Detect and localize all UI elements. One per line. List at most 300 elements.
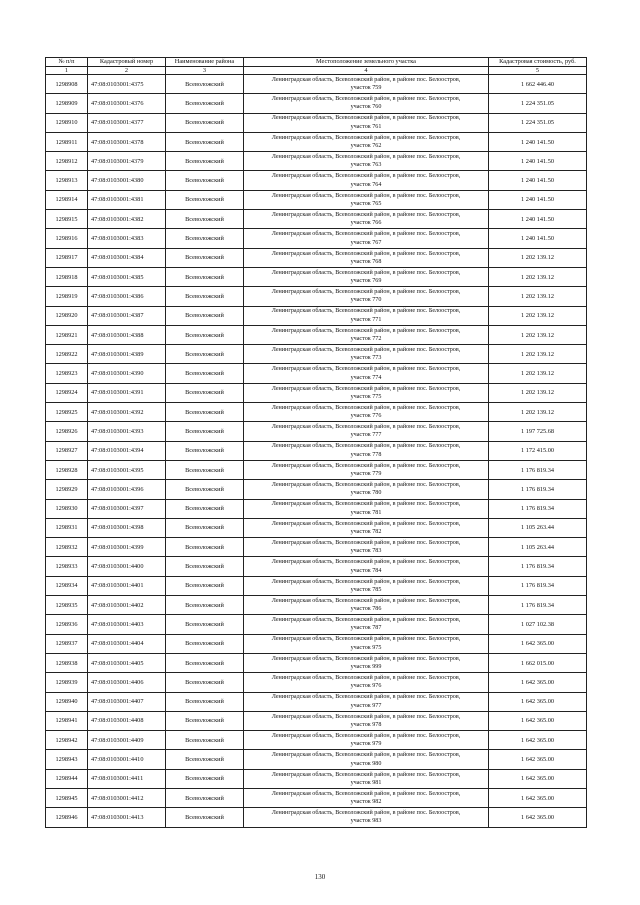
location-address: Ленинградская область, Всеволожский район, в районе пос. Белоостров, — [271, 501, 461, 508]
cadastral-number: 47:08:0103001:4377 — [88, 113, 166, 132]
district-name: Всеволожский — [166, 731, 244, 750]
row-number: 1298928 — [46, 460, 88, 479]
cadastral-value: 1 642 365.00 — [489, 711, 587, 730]
cadastral-number: 47:08:0103001:4381 — [88, 190, 166, 209]
location-cell — [244, 190, 489, 209]
location-plot: участок 780 — [350, 490, 382, 497]
table-row — [46, 325, 587, 344]
location-cell — [244, 499, 489, 518]
table-row — [46, 345, 587, 364]
cadastral-value: 1 240 141.50 — [489, 190, 587, 209]
row-number: 1298913 — [46, 171, 88, 190]
district-name: Всеволожский — [166, 518, 244, 537]
location-address: Ленинградская область, Всеволожский район, в районе пос. Белоостров, — [271, 597, 461, 604]
location-address: Ленинградская область, Всеволожский район, в районе пос. Белоостров, — [271, 385, 461, 392]
table-row — [46, 383, 587, 402]
location-address: Ленинградская область, Всеволожский район, в районе пос. Белоостров, — [271, 289, 461, 296]
district-name: Всеволожский — [166, 113, 244, 132]
table-row — [46, 615, 587, 634]
table-row — [46, 171, 587, 190]
column-number-row — [46, 66, 587, 75]
cadastral-value: 1 224 351.05 — [489, 94, 587, 113]
location-cell — [244, 132, 489, 151]
cadastral-value: 1 202 139.12 — [489, 403, 587, 422]
cadastral-value: 1 240 141.50 — [489, 132, 587, 151]
location-cell — [244, 422, 489, 441]
table-row — [46, 634, 587, 653]
location-address: Ленинградская область, Всеволожский район, в районе пос. Белоостров, — [271, 308, 461, 315]
cadastral-value: 1 176 819.34 — [489, 557, 587, 576]
row-number: 1298911 — [46, 132, 88, 151]
district-name: Всеволожский — [166, 557, 244, 576]
table-row — [46, 596, 587, 615]
district-name: Всеволожский — [166, 75, 244, 94]
cadastral-value: 1 642 365.00 — [489, 750, 587, 769]
cadastral-number: 47:08:0103001:4394 — [88, 441, 166, 460]
district-name: Всеволожский — [166, 480, 244, 499]
row-number: 1298908 — [46, 75, 88, 94]
location-cell — [244, 229, 489, 248]
location-address: Ленинградская область, Всеволожский район, в районе пос. Белоостров, — [271, 192, 461, 199]
table-row — [46, 692, 587, 711]
table-row — [46, 94, 587, 113]
cadastral-number: 47:08:0103001:4378 — [88, 132, 166, 151]
cadastral-number: 47:08:0103001:4382 — [88, 210, 166, 229]
cadastral-value: 1 202 139.12 — [489, 383, 587, 402]
location-plot: участок 774 — [350, 374, 382, 381]
location-cell — [244, 711, 489, 730]
location-plot: участок 981 — [350, 779, 382, 786]
row-number: 1298914 — [46, 190, 88, 209]
cadastral-value: 1 202 139.12 — [489, 306, 587, 325]
row-number: 1298942 — [46, 731, 88, 750]
cadastral-value: 1 240 141.50 — [489, 229, 587, 248]
cadastral-number: 47:08:0103001:4405 — [88, 653, 166, 672]
location-cell — [244, 750, 489, 769]
table-row — [46, 788, 587, 807]
location-plot: участок 782 — [350, 528, 382, 535]
cadastral-value: 1 176 819.34 — [489, 460, 587, 479]
location-address: Ленинградская область, Всеволожский район, в районе пос. Белоостров, — [271, 424, 461, 431]
location-address: Ленинградская область, Всеволожский район, в районе пос. Белоостров, — [271, 539, 461, 546]
location-cell — [244, 615, 489, 634]
district-name: Всеволожский — [166, 364, 244, 383]
location-plot: участок 779 — [350, 471, 382, 478]
cadastral-number: 47:08:0103001:4397 — [88, 499, 166, 518]
district-name: Всеволожский — [166, 750, 244, 769]
district-name: Всеволожский — [166, 345, 244, 364]
location-cell — [244, 576, 489, 595]
location-address: Ленинградская область, Всеволожский район, в районе пос. Белоостров, — [271, 790, 461, 797]
row-number: 1298937 — [46, 634, 88, 653]
row-number: 1298933 — [46, 557, 88, 576]
location-cell — [244, 383, 489, 402]
location-cell — [244, 441, 489, 460]
location-cell — [244, 788, 489, 807]
location-plot: участок 759 — [350, 85, 382, 92]
row-number: 1298946 — [46, 808, 88, 827]
location-plot: участок 983 — [350, 818, 382, 825]
cadastral-number: 47:08:0103001:4404 — [88, 634, 166, 653]
location-plot: участок 763 — [350, 162, 382, 169]
location-cell — [244, 94, 489, 113]
location-cell — [244, 267, 489, 286]
district-name: Всеволожский — [166, 538, 244, 557]
location-plot: участок 767 — [350, 239, 382, 246]
district-name: Всеволожский — [166, 210, 244, 229]
cadastral-value: 1 202 139.12 — [489, 345, 587, 364]
location-cell — [244, 171, 489, 190]
cadastral-value: 1 662 015.00 — [489, 653, 587, 672]
row-number: 1298945 — [46, 788, 88, 807]
location-plot: участок 786 — [350, 606, 382, 613]
location-address: Ленинградская область, Всеволожский район, в районе пос. Белоостров, — [271, 250, 461, 257]
cadastral-value: 1 642 365.00 — [489, 731, 587, 750]
district-name: Всеволожский — [166, 615, 244, 634]
table-row — [46, 287, 587, 306]
cadastral-number: 47:08:0103001:4383 — [88, 229, 166, 248]
row-number: 1298909 — [46, 94, 88, 113]
location-address: Ленинградская область, Всеволожский район, в районе пос. Белоостров, — [271, 231, 461, 238]
location-plot: участок 978 — [350, 721, 382, 728]
location-address: Ленинградская область, Всеволожский район, в районе пос. Белоостров, — [271, 636, 461, 643]
cadastral-value: 1 176 819.34 — [489, 576, 587, 595]
location-cell — [244, 248, 489, 267]
location-plot: участок 783 — [350, 548, 382, 555]
location-cell — [244, 538, 489, 557]
page-number: 130 — [314, 873, 326, 881]
table-row — [46, 480, 587, 499]
cadastral-number: 47:08:0103001:4411 — [88, 769, 166, 788]
cadastral-value: 1 202 139.12 — [489, 287, 587, 306]
table-row — [46, 152, 587, 171]
table-body — [46, 75, 587, 828]
location-address: Ленинградская область, Всеволожский район, в районе пос. Белоостров, — [271, 713, 461, 720]
row-number: 1298918 — [46, 267, 88, 286]
cadastral-value: 1 197 725.68 — [489, 422, 587, 441]
location-address: Ленинградская область, Всеволожский район, в районе пос. Белоостров, — [271, 115, 461, 122]
location-address: Ленинградская область, Всеволожский район, в районе пос. Белоостров, — [271, 96, 461, 103]
district-name: Всеволожский — [166, 171, 244, 190]
row-number: 1298927 — [46, 441, 88, 460]
row-number: 1298920 — [46, 306, 88, 325]
cadastral-number: 47:08:0103001:4385 — [88, 267, 166, 286]
district-name: Всеволожский — [166, 596, 244, 615]
location-plot: участок 976 — [350, 683, 382, 690]
cadastral-value: 1 105 263.44 — [489, 538, 587, 557]
header-district: Наименование района — [166, 58, 244, 67]
location-address: Ленинградская область, Всеволожский район, в районе пос. Белоостров, — [271, 404, 461, 411]
row-number: 1298938 — [46, 653, 88, 672]
cadastral-value: 1 105 263.44 — [489, 518, 587, 537]
cadastral-value: 1 642 365.00 — [489, 769, 587, 788]
row-number: 1298916 — [46, 229, 88, 248]
location-plot: участок 770 — [350, 297, 382, 304]
cadastral-number: 47:08:0103001:4380 — [88, 171, 166, 190]
location-cell — [244, 345, 489, 364]
location-plot: участок 982 — [350, 799, 382, 806]
table-row — [46, 808, 587, 827]
location-plot: участок 776 — [350, 413, 382, 420]
table-row — [46, 75, 587, 94]
location-cell — [244, 113, 489, 132]
location-plot: участок 785 — [350, 586, 382, 593]
district-name: Всеволожский — [166, 499, 244, 518]
row-number: 1298915 — [46, 210, 88, 229]
cadastral-value: 1 240 141.50 — [489, 171, 587, 190]
location-plot: участок 781 — [350, 509, 382, 516]
location-address: Ленинградская область, Всеволожский район, в районе пос. Белоостров, — [271, 154, 461, 161]
table-row — [46, 267, 587, 286]
location-cell — [244, 287, 489, 306]
table-row — [46, 113, 587, 132]
table-row — [46, 653, 587, 672]
location-address: Ленинградская область, Всеволожский район, в районе пос. Белоостров, — [271, 173, 461, 180]
cadastral-number: 47:08:0103001:4391 — [88, 383, 166, 402]
table-row — [46, 518, 587, 537]
district-name: Всеволожский — [166, 403, 244, 422]
table-row — [46, 538, 587, 557]
cadastral-value: 1 642 365.00 — [489, 673, 587, 692]
district-name: Всеволожский — [166, 248, 244, 267]
location-plot: участок 787 — [350, 625, 382, 632]
location-cell — [244, 692, 489, 711]
header-num: № п/п — [46, 58, 88, 67]
location-cell — [244, 673, 489, 692]
cadastral-number: 47:08:0103001:4412 — [88, 788, 166, 807]
column-number: 1 — [46, 66, 88, 75]
cadastral-number: 47:08:0103001:4403 — [88, 615, 166, 634]
location-cell — [244, 596, 489, 615]
table-row — [46, 210, 587, 229]
row-number: 1298921 — [46, 325, 88, 344]
cadastral-value: 1 662 446.40 — [489, 75, 587, 94]
location-address: Ленинградская область, Всеволожский район, в районе пос. Белоостров, — [271, 732, 461, 739]
location-plot: участок 784 — [350, 567, 382, 574]
cadastral-number: 47:08:0103001:4376 — [88, 94, 166, 113]
district-name: Всеволожский — [166, 94, 244, 113]
location-cell — [244, 731, 489, 750]
district-name: Всеволожский — [166, 383, 244, 402]
table-row — [46, 422, 587, 441]
column-number: 5 — [489, 66, 587, 75]
row-number: 1298929 — [46, 480, 88, 499]
district-name: Всеволожский — [166, 576, 244, 595]
row-number: 1298922 — [46, 345, 88, 364]
header-location: Местоположение земельного участка — [244, 58, 489, 67]
cadastral-number: 47:08:0103001:4388 — [88, 325, 166, 344]
row-number: 1298925 — [46, 403, 88, 422]
cadastral-number: 47:08:0103001:4387 — [88, 306, 166, 325]
cadastral-value: 1 176 819.34 — [489, 480, 587, 499]
cadastral-value: 1 176 819.34 — [489, 499, 587, 518]
cadastral-value: 1 224 351.05 — [489, 113, 587, 132]
column-number: 4 — [244, 66, 489, 75]
location-address: Ленинградская область, Всеволожский район, в районе пос. Белоостров, — [271, 752, 461, 759]
district-name: Всеволожский — [166, 190, 244, 209]
cadastral-number: 47:08:0103001:4393 — [88, 422, 166, 441]
row-number: 1298936 — [46, 615, 88, 634]
location-plot: участок 975 — [350, 644, 382, 651]
cadastral-number: 47:08:0103001:4400 — [88, 557, 166, 576]
location-plot: участок 760 — [350, 104, 382, 111]
location-plot: участок 778 — [350, 451, 382, 458]
location-cell — [244, 325, 489, 344]
location-cell — [244, 460, 489, 479]
row-number: 1298932 — [46, 538, 88, 557]
table-row — [46, 229, 587, 248]
cadastral-number: 47:08:0103001:4398 — [88, 518, 166, 537]
location-plot: участок 765 — [350, 200, 382, 207]
table-row — [46, 306, 587, 325]
location-address: Ленинградская область, Всеволожский район, в районе пос. Белоостров, — [271, 269, 461, 276]
cadastral-value: 1 202 139.12 — [489, 267, 587, 286]
row-number: 1298939 — [46, 673, 88, 692]
district-name: Всеволожский — [166, 769, 244, 788]
location-address: Ленинградская область, Всеволожский район, в районе пос. Белоостров, — [271, 76, 461, 83]
header-row — [46, 58, 587, 67]
location-cell — [244, 152, 489, 171]
location-plot: участок 764 — [350, 181, 382, 188]
district-name: Всеволожский — [166, 229, 244, 248]
location-address: Ленинградская область, Всеволожский район, в районе пос. Белоостров, — [271, 211, 461, 218]
cadastral-number: 47:08:0103001:4386 — [88, 287, 166, 306]
location-cell — [244, 634, 489, 653]
location-cell — [244, 808, 489, 827]
cadastral-value: 1 202 139.12 — [489, 248, 587, 267]
cadastral-number: 47:08:0103001:4402 — [88, 596, 166, 615]
location-address: Ленинградская область, Всеволожский район, в районе пос. Белоостров, — [271, 134, 461, 141]
cadastral-value: 1 240 141.50 — [489, 210, 587, 229]
district-name: Всеволожский — [166, 325, 244, 344]
cadastral-number: 47:08:0103001:4396 — [88, 480, 166, 499]
row-number: 1298912 — [46, 152, 88, 171]
column-number: 3 — [166, 66, 244, 75]
table-row — [46, 460, 587, 479]
row-number: 1298935 — [46, 596, 88, 615]
location-cell — [244, 769, 489, 788]
row-number: 1298943 — [46, 750, 88, 769]
row-number: 1298919 — [46, 287, 88, 306]
location-plot: участок 980 — [350, 760, 382, 767]
district-name: Всеволожский — [166, 132, 244, 151]
location-cell — [244, 75, 489, 94]
district-name: Всеволожский — [166, 653, 244, 672]
table-row — [46, 499, 587, 518]
row-number: 1298910 — [46, 113, 88, 132]
district-name: Всеволожский — [166, 808, 244, 827]
cadastral-value: 1 642 365.00 — [489, 808, 587, 827]
cadastral-number: 47:08:0103001:4392 — [88, 403, 166, 422]
table-row — [46, 364, 587, 383]
location-address: Ленинградская область, Всеволожский район, в районе пос. Белоостров, — [271, 771, 461, 778]
cadastral-value: 1 027 102.38 — [489, 615, 587, 634]
cadastral-number: 47:08:0103001:4399 — [88, 538, 166, 557]
district-name: Всеволожский — [166, 634, 244, 653]
district-name: Всеволожский — [166, 460, 244, 479]
table-row — [46, 673, 587, 692]
row-number: 1298924 — [46, 383, 88, 402]
cadastral-number: 47:08:0103001:4389 — [88, 345, 166, 364]
location-cell — [244, 364, 489, 383]
cadastral-value: 1 172 415.00 — [489, 441, 587, 460]
cadastral-number: 47:08:0103001:4390 — [88, 364, 166, 383]
cadastral-number: 47:08:0103001:4395 — [88, 460, 166, 479]
table-row — [46, 403, 587, 422]
location-address: Ленинградская область, Всеволожский район, в районе пос. Белоостров, — [271, 675, 461, 682]
row-number: 1298944 — [46, 769, 88, 788]
district-name: Всеволожский — [166, 673, 244, 692]
header-cadastral: Кадастровый номер — [88, 58, 166, 67]
district-name: Всеволожский — [166, 788, 244, 807]
cadastral-value: 1 202 139.12 — [489, 325, 587, 344]
location-address: Ленинградская область, Всеволожский район, в районе пос. Белоостров, — [271, 694, 461, 701]
location-plot: участок 979 — [350, 741, 382, 748]
district-name: Всеволожский — [166, 152, 244, 171]
table-row — [46, 441, 587, 460]
table-row — [46, 557, 587, 576]
cadastral-number: 47:08:0103001:4408 — [88, 711, 166, 730]
cadastral-value: 1 176 819.34 — [489, 596, 587, 615]
table-row — [46, 711, 587, 730]
location-address: Ленинградская область, Всеволожский район, в районе пос. Белоостров, — [271, 462, 461, 469]
location-cell — [244, 403, 489, 422]
row-number: 1298917 — [46, 248, 88, 267]
cadastral-number: 47:08:0103001:4375 — [88, 75, 166, 94]
location-cell — [244, 210, 489, 229]
location-cell — [244, 557, 489, 576]
row-number: 1298930 — [46, 499, 88, 518]
table-row — [46, 750, 587, 769]
cadastral-value: 1 642 365.00 — [489, 634, 587, 653]
row-number: 1298931 — [46, 518, 88, 537]
table-row — [46, 132, 587, 151]
row-number: 1298926 — [46, 422, 88, 441]
district-name: Всеволожский — [166, 422, 244, 441]
cadastral-number: 47:08:0103001:4410 — [88, 750, 166, 769]
row-number: 1298941 — [46, 711, 88, 730]
cadastral-value: 1 642 365.00 — [489, 788, 587, 807]
district-name: Всеволожский — [166, 306, 244, 325]
cadastral-number: 47:08:0103001:4401 — [88, 576, 166, 595]
location-address: Ленинградская область, Всеволожский район, в районе пос. Белоостров, — [271, 617, 461, 624]
table-row — [46, 769, 587, 788]
table-row — [46, 576, 587, 595]
cadastral-number: 47:08:0103001:4409 — [88, 731, 166, 750]
location-plot: участок 768 — [350, 258, 382, 265]
location-address: Ленинградская область, Всеволожский район, в районе пос. Белоостров, — [271, 482, 461, 489]
cadastral-number: 47:08:0103001:4406 — [88, 673, 166, 692]
location-cell — [244, 480, 489, 499]
location-address: Ленинградская область, Всеволожский район, в районе пос. Белоостров, — [271, 366, 461, 373]
district-name: Всеволожский — [166, 692, 244, 711]
location-address: Ленинградская область, Всеволожский район, в районе пос. Белоостров, — [271, 559, 461, 566]
district-name: Всеволожский — [166, 287, 244, 306]
location-plot: участок 772 — [350, 336, 382, 342]
location-plot: участок 775 — [350, 393, 382, 400]
column-number: 2 — [88, 66, 166, 75]
location-plot: участок 771 — [350, 316, 382, 323]
district-name: Всеволожский — [166, 711, 244, 730]
location-plot: участок 769 — [350, 278, 382, 285]
cadastral-value: 1 642 365.00 — [489, 692, 587, 711]
district-name: Всеволожский — [166, 267, 244, 286]
cadastral-value: 1 202 139.12 — [489, 364, 587, 383]
location-address: Ленинградская область, Всеволожский район, в районе пос. Белоостров, — [271, 347, 461, 353]
row-number: 1298934 — [46, 576, 88, 595]
location-address: Ленинградская область, Всеволожский район, в районе пос. Белоостров, — [271, 655, 461, 662]
location-cell — [244, 653, 489, 672]
